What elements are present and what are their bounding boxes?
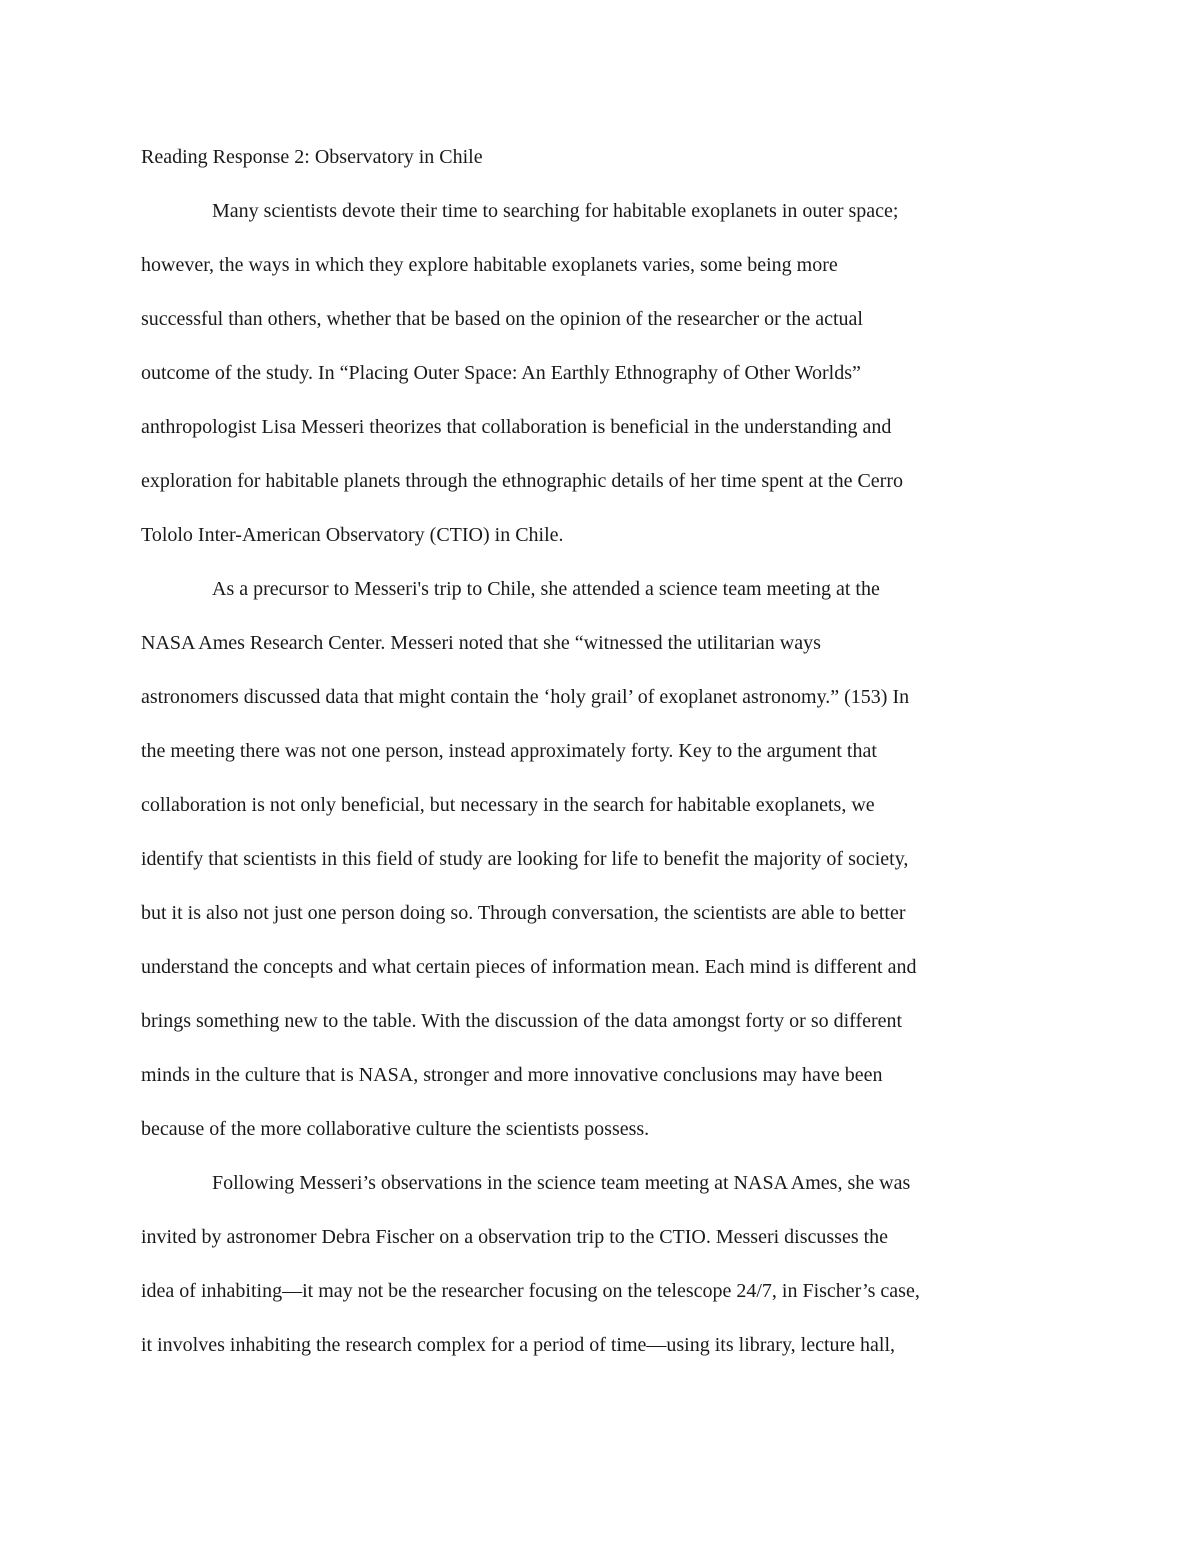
paragraph-1-line-3: successful than others, whether that be based on the opinion of the researcher or the actual [141, 308, 863, 330]
paragraph-2-line-1: As a precursor to Messeri's trip to Chile, she attended a science team meeting at the [212, 578, 880, 600]
paragraph-2-line-8: understand the concepts and what certain pieces of information mean. Each mind is different and [141, 956, 917, 978]
paragraph-2-line-4: the meeting there was not one person, instead approximately forty. Key to the argument that [141, 740, 877, 762]
paragraph-2-line-5: collaboration is not only beneficial, but necessary in the search for habitable exoplanets, we [141, 794, 875, 816]
paragraph-3-line-3: idea of inhabiting—it may not be the researcher focusing on the telescope 24/7, in Fischer’s case, [141, 1280, 920, 1302]
paragraph-2-line-3: astronomers discussed data that might contain the ‘holy grail’ of exoplanet astronomy.” (153) In [141, 686, 910, 708]
paragraph-2-line-9: brings something new to the table. With the discussion of the data amongst forty or so different [141, 1010, 903, 1032]
paragraph-2-line-10: minds in the culture that is NASA, stronger and more innovative conclusions may have been [141, 1064, 883, 1086]
paragraph-1-line-2: however, the ways in which they explore habitable exoplanets varies, some being more [141, 254, 838, 276]
paragraph-1-line-5: anthropologist Lisa Messeri theorizes that collaboration is beneficial in the understanding and [141, 416, 892, 438]
document-title: Reading Response 2: Observatory in Chile [141, 146, 483, 168]
paragraph-3-line-2: invited by astronomer Debra Fischer on a observation trip to the CTIO. Messeri discusses the [141, 1226, 889, 1248]
paragraph-1-line-1: Many scientists devote their time to searching for habitable exoplanets in outer space; [212, 200, 899, 222]
paragraph-3-line-1: Following Messeri’s observations in the science team meeting at NASA Ames, she was [212, 1172, 911, 1194]
paragraph-1-line-7: Tololo Inter-American Observatory (CTIO) in Chile. [141, 524, 564, 546]
paragraph-2-line-6: identify that scientists in this field of study are looking for life to benefit the majority of society, [141, 848, 909, 870]
paragraph-3-line-4: it involves inhabiting the research complex for a period of time—using its library, lecture hall, [141, 1334, 896, 1356]
paragraph-2-line-2: NASA Ames Research Center. Messeri noted that she “witnessed the utilitarian ways [141, 632, 821, 654]
paragraph-2-line-7: but it is also not just one person doing so. Through conversation, the scientists are able to better [141, 902, 906, 924]
paragraph-2-line-11: because of the more collaborative culture the scientists possess. [141, 1118, 650, 1140]
paragraph-1-line-4: outcome of the study. In “Placing Outer Space: An Earthly Ethnography of Other Worlds” [141, 362, 861, 384]
paragraph-1-line-6: exploration for habitable planets through the ethnographic details of her time spent at the Cerro [141, 470, 903, 492]
